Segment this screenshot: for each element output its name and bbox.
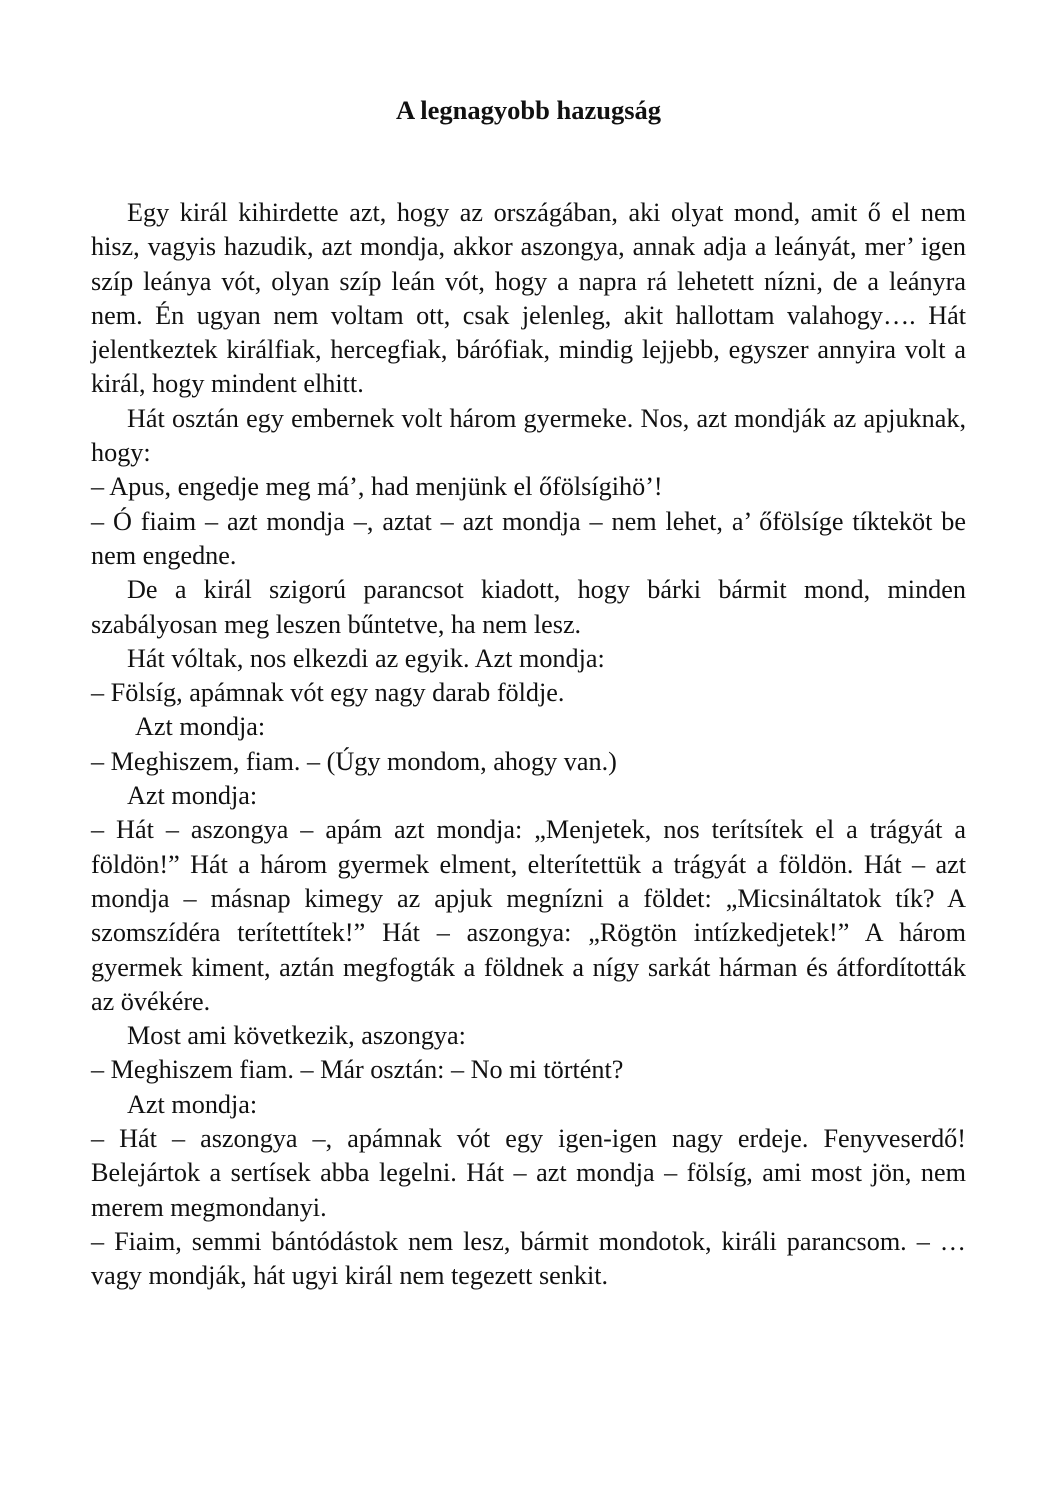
paragraph-first-begins: Hát vóltak, nos elkezdi az egyik. Azt mondja: <box>127 643 605 673</box>
paragraph-says: Azt mondja: <box>127 1089 258 1119</box>
paragraph-intro: Egy királ kihirdette azt, hogy az országában, aki olyat mond, amit ő el nem hisz, vagyis hazudik, azt mondja, akkor aszongya, annak adja a leányát, mer’ igen szíp leánya vót, olyan szíp leán vót, hogy a napra rá lehetett nízni, de a leányra nem. Én ugyan nem voltam ott, csak jelenleg, akit hallottam valahogy…. Hát jelentkeztek királfiak, hercegfiak, bárófiak, mindig lejjebb, egyszer annyira volt a királ, hogy mindent elhitt. <box>91 198 966 399</box>
story-title: A legnagyobb hazugság <box>395 95 662 125</box>
dialogue-line: – Fölsíg, apámnak vót egy nagy darab földje. <box>91 678 565 708</box>
dialogue-line: – Apus, engedje meg má’, had menjünk el őfölsígihö’! <box>91 472 663 502</box>
dialogue-line: – Meghiszem, fiam. – (Úgy mondom, ahogy van.) <box>91 746 617 776</box>
paragraph-three-children: Hát osztán egy embernek volt három gyermeke. Nos, azt mondják az apjuknak, hogy: <box>91 403 966 468</box>
paragraph-says: Azt mondja: <box>135 712 266 742</box>
dialogue-line: – Fiaim, semmi bántódástok nem lesz, bármit mondotok, királi parancsom. – …vagy mondják, hát ugyi királ nem tegezett senkit. <box>91 1226 966 1291</box>
dialogue-line: – Ó fiaim – azt mondja –, aztat – azt mondja – nem lehet, a’ őfölsíge tíkteköt be nem engedne. <box>91 506 966 570</box>
paragraph-says: Azt mondja: <box>127 781 258 811</box>
dialogue-line: – Hát – aszongya –, apámnak vót egy igen-igen nagy erdeje. Fenyveserdő! Belejártok a sertísek abba legelni. Hát – azt mondja – fölsíg, ami most jön, nem merem megmondanyi. <box>91 1124 966 1222</box>
paragraph-strict-order: De a királ szigorú parancsot kiadott, hogy bárki bármit mond, minden szabályosan meg leszen bűntetve, ha nem lesz. <box>91 575 966 639</box>
dialogue-line: – Hát – aszongya – apám azt mondja: „Menjetek, nos terítsítek el a trágyát a földön!” Hát a három gyermek elment, elterítettük a trágyát a földön. Hát – azt mondja – másnap kimegy az apjuk megnízni a földet: „Micsináltatok tík? A szomszídéra terítettítek!” Hát – aszongya: „Rögtön intízkedjetek!” A három gyermek kiment, aztán megfogták a földnek a nígy sarkát hárman és átfordították az övékére. <box>91 815 966 1016</box>
story-body <box>91 196 966 1294</box>
dialogue-line: – Meghiszem fiam. – Már osztán: – No mi történt? <box>91 1055 624 1085</box>
paragraph-what-follows: Most ami következik, aszongya: <box>127 1021 466 1051</box>
